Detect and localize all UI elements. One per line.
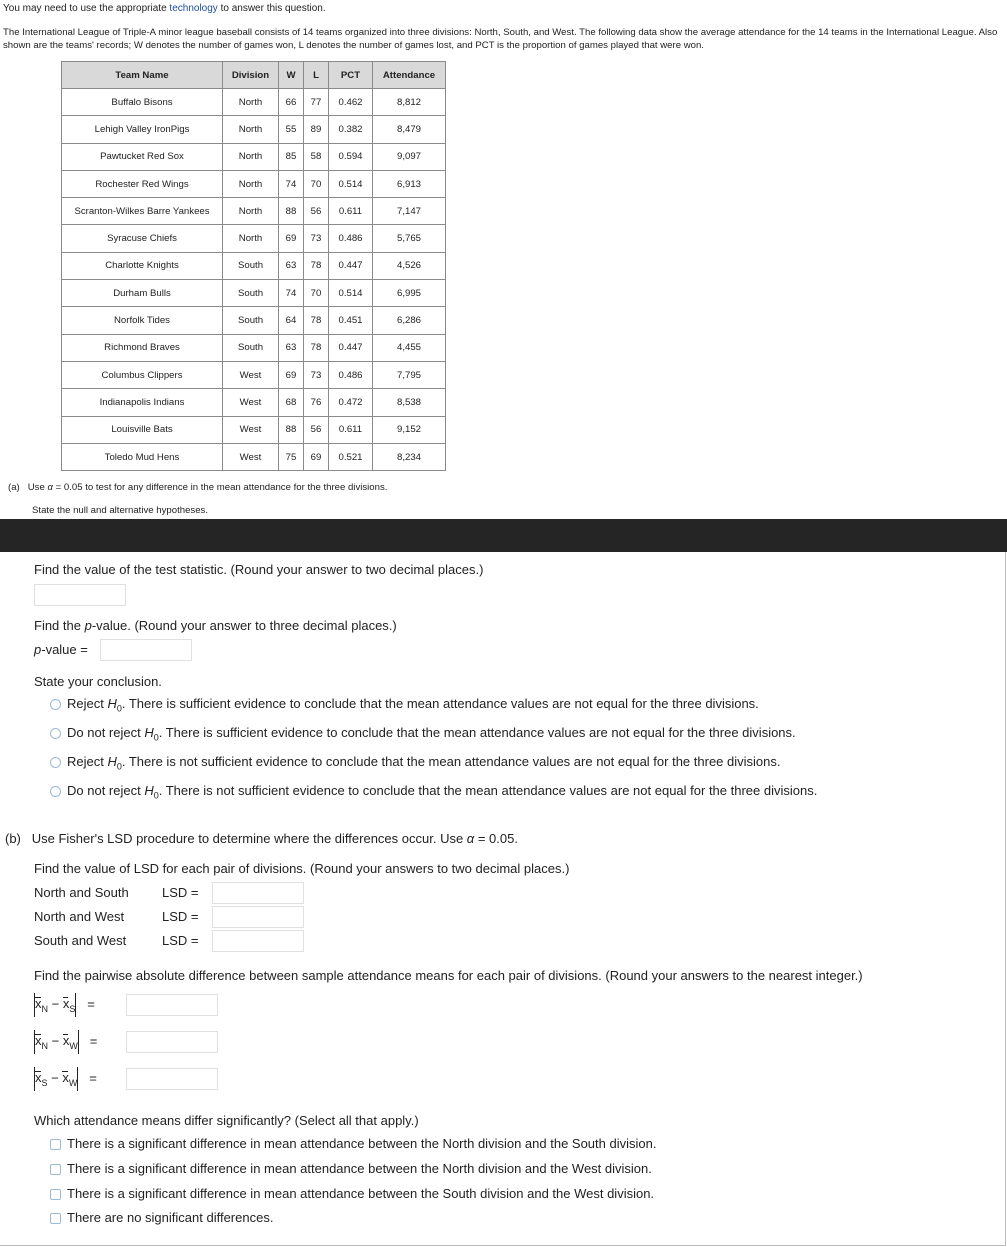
significance-option[interactable]: There is a significant difference in mean attendance between the South division and the West division.: [50, 1186, 654, 1201]
conclusion-option[interactable]: Reject $H_0$. There is sufficient evidence to conclude that the mean attendance values are not equal for the three divisions.: [50, 696, 759, 714]
table-cell: 78: [304, 307, 329, 334]
abs-diff-expression: $x_N - x_W$ =: [34, 1030, 97, 1054]
table-cell: 8,234: [373, 443, 446, 470]
table-cell: 68: [279, 389, 304, 416]
table-cell: 74: [279, 170, 304, 197]
table-cell: 58: [304, 143, 329, 170]
abs-diff-expression: $x_N - x_S$ =: [34, 993, 95, 1017]
table-cell: 89: [304, 116, 329, 143]
table-cell: 0.447: [329, 252, 373, 279]
abs-bar: [78, 1030, 79, 1054]
table-cell: 0.486: [329, 225, 373, 252]
part-b-prompt: (b) Use Fisher's LSD procedure to determine where the differences occur. Use α = 0.05.: [5, 831, 518, 846]
pvalue-input[interactable]: [100, 639, 192, 661]
radio-button[interactable]: [50, 699, 61, 710]
table-cell: 9,152: [373, 416, 446, 443]
table-cell: Pawtucket Red Sox: [62, 143, 223, 170]
lsd-label: LSD =: [162, 933, 199, 948]
table-cell: 76: [304, 389, 329, 416]
abs-diff-input[interactable]: [126, 994, 218, 1016]
table-cell: Toledo Mud Hens: [62, 443, 223, 470]
table-cell: 85: [279, 143, 304, 170]
technology-notice: You may need to use the appropriate technology to answer this question.: [3, 3, 326, 14]
table-cell: South: [223, 280, 279, 307]
table-row: [62, 389, 446, 416]
table-cell: 56: [304, 416, 329, 443]
table-cell: West: [223, 361, 279, 388]
radio-button[interactable]: [50, 757, 61, 768]
table-cell: North: [223, 143, 279, 170]
checkbox[interactable]: [50, 1213, 61, 1224]
table-cell: South: [223, 252, 279, 279]
table-cell: Syracuse Chiefs: [62, 225, 223, 252]
table-cell: North: [223, 89, 279, 116]
table-cell: 0.594: [329, 143, 373, 170]
table-cell: South: [223, 307, 279, 334]
radio-button[interactable]: [50, 728, 61, 739]
table-cell: Charlotte Knights: [62, 252, 223, 279]
conclusion-option[interactable]: Do not reject $H_0$. There is not sufficient evidence to conclude that the mean attendance values are not equal for the three divisions.: [50, 783, 817, 801]
col-w: W: [279, 62, 304, 89]
lsd-input[interactable]: [212, 930, 304, 952]
table-cell: 75: [279, 443, 304, 470]
table-cell: 78: [304, 334, 329, 361]
col-team-name: Team Name: [62, 62, 223, 89]
lsd-input[interactable]: [212, 906, 304, 928]
table-cell: 9,097: [373, 143, 446, 170]
table-cell: Louisville Bats: [62, 416, 223, 443]
lsd-pair-label: South and West: [34, 933, 127, 948]
significance-option[interactable]: There are no significant differences.: [50, 1210, 273, 1225]
abs-diff-input[interactable]: [126, 1031, 218, 1053]
table-cell: 88: [279, 416, 304, 443]
part-a-prompt: (a) Use α = 0.05 to test for any difference in the mean attendance for the three divisions.: [8, 482, 388, 493]
table-cell: 5,765: [373, 225, 446, 252]
hypotheses-prompt: State the null and alternative hypotheses.: [32, 505, 209, 516]
checkbox[interactable]: [50, 1139, 61, 1150]
table-cell: 69: [304, 443, 329, 470]
table-cell: 64: [279, 307, 304, 334]
pvalue-prompt: Find the p-value. (Round your answer to three decimal places.): [34, 618, 397, 633]
table-cell: 6,286: [373, 307, 446, 334]
which-prompt: Which attendance means differ significantly? (Select all that apply.): [34, 1113, 419, 1128]
conclusion-prompt: State your conclusion.: [34, 674, 162, 689]
table-cell: West: [223, 389, 279, 416]
table-cell: Columbus Clippers: [62, 361, 223, 388]
answer-panel: [0, 552, 1006, 1246]
table-cell: 6,995: [373, 280, 446, 307]
abs-diff-expression: $x_S - x_W$ =: [34, 1067, 97, 1091]
table-cell: 88: [279, 198, 304, 225]
table-cell: 8,538: [373, 389, 446, 416]
table-cell: West: [223, 443, 279, 470]
table-cell: 4,455: [373, 334, 446, 361]
table-row: [62, 225, 446, 252]
table-cell: 74: [279, 280, 304, 307]
col-pct: PCT: [329, 62, 373, 89]
diff-prompt: Find the pairwise absolute difference between sample attendance means for each pair of divisions. (Round your answers to the nearest integer.): [34, 968, 863, 983]
table-row: [62, 334, 446, 361]
table-cell: 73: [304, 361, 329, 388]
table-row: [62, 198, 446, 225]
abs-bar: [77, 1067, 78, 1091]
lsd-pair-label: North and South: [34, 885, 129, 900]
significance-option[interactable]: There is a significant difference in mean attendance between the North division and the South division.: [50, 1136, 656, 1151]
table-cell: 0.447: [329, 334, 373, 361]
table-cell: 0.472: [329, 389, 373, 416]
table-cell: 69: [279, 225, 304, 252]
attendance-table: [61, 61, 446, 471]
table-row: [62, 307, 446, 334]
test-stat-input[interactable]: [34, 584, 126, 606]
table-row: [62, 89, 446, 116]
table-row: [62, 252, 446, 279]
conclusion-option[interactable]: Reject $H_0$. There is not sufficient evidence to conclude that the mean attendance values are not equal for the three divisions.: [50, 754, 780, 772]
table-cell: Richmond Braves: [62, 334, 223, 361]
table-cell: Rochester Red Wings: [62, 170, 223, 197]
table-cell: South: [223, 334, 279, 361]
table-cell: 63: [279, 252, 304, 279]
lsd-pair-label: North and West: [34, 909, 125, 924]
col-attendance: Attendance: [373, 62, 446, 89]
conclusion-option[interactable]: Do not reject $H_0$. There is sufficient evidence to conclude that the mean attendance values are not equal for the three divisions.: [50, 725, 796, 743]
table-cell: 0.462: [329, 89, 373, 116]
problem-intro: The International League of Triple-A minor league baseball consists of 14 teams organized into three divisions: North, South, and West. The following data show the average attendance for the 14 teams in the International League. Also shown are the teams' records; W denotes the number of games won, L denotes the number of games lost, and PCT is the proportion of games played that were won.: [3, 27, 998, 52]
lsd-label: LSD =: [162, 885, 199, 900]
table-cell: 77: [304, 89, 329, 116]
significance-option[interactable]: There is a significant difference in mean attendance between the North division and the West division.: [50, 1161, 652, 1176]
table-cell: 0.514: [329, 170, 373, 197]
table-cell: 56: [304, 198, 329, 225]
table-cell: North: [223, 116, 279, 143]
table-cell: North: [223, 198, 279, 225]
table-cell: North: [223, 170, 279, 197]
table-row: [62, 116, 446, 143]
table-cell: 78: [304, 252, 329, 279]
table-cell: 0.486: [329, 361, 373, 388]
question-header: [0, 0, 1007, 518]
table-row: [62, 443, 446, 470]
table-cell: 55: [279, 116, 304, 143]
table-cell: 0.514: [329, 280, 373, 307]
table-cell: 7,147: [373, 198, 446, 225]
table-row: [62, 361, 446, 388]
table-cell: Lehigh Valley IronPigs: [62, 116, 223, 143]
lsd-input[interactable]: [212, 882, 304, 904]
table-row: [62, 143, 446, 170]
table-cell: West: [223, 416, 279, 443]
lsd-label: LSD =: [162, 909, 199, 924]
abs-bar: [75, 993, 76, 1017]
table-cell: 0.451: [329, 307, 373, 334]
table-row: [62, 170, 446, 197]
table-cell: Buffalo Bisons: [62, 89, 223, 116]
col-l: L: [304, 62, 329, 89]
table-header-row: [62, 62, 446, 89]
lsd-prompt: Find the value of LSD for each pair of divisions. (Round your answers to two decimal places.): [34, 861, 570, 876]
pvalue-label: p-value =: [34, 642, 88, 657]
table-cell: Durham Bulls: [62, 280, 223, 307]
table-cell: Indianapolis Indians: [62, 389, 223, 416]
table-cell: 73: [304, 225, 329, 252]
table-cell: 0.611: [329, 198, 373, 225]
table-cell: 69: [279, 361, 304, 388]
table-cell: 0.611: [329, 416, 373, 443]
table-cell: 8,479: [373, 116, 446, 143]
table-cell: 8,812: [373, 89, 446, 116]
table-cell: 70: [304, 280, 329, 307]
technology-link[interactable]: technology: [169, 3, 218, 14]
table-cell: 7,795: [373, 361, 446, 388]
table-row: [62, 280, 446, 307]
table-cell: 0.382: [329, 116, 373, 143]
test-stat-prompt: Find the value of the test statistic. (Round your answer to two decimal places.): [34, 562, 484, 577]
table-cell: North: [223, 225, 279, 252]
table-cell: 66: [279, 89, 304, 116]
hypotheses-answer-area: [0, 519, 1007, 552]
col-division: Division: [223, 62, 279, 89]
table-cell: 6,913: [373, 170, 446, 197]
table-cell: 63: [279, 334, 304, 361]
checkbox[interactable]: [50, 1189, 61, 1200]
radio-button[interactable]: [50, 786, 61, 797]
checkbox[interactable]: [50, 1164, 61, 1175]
abs-diff-input[interactable]: [126, 1068, 218, 1090]
table-cell: Norfolk Tides: [62, 307, 223, 334]
table-cell: 4,526: [373, 252, 446, 279]
table-cell: Scranton-Wilkes Barre Yankees: [62, 198, 223, 225]
table-cell: 70: [304, 170, 329, 197]
table-row: [62, 416, 446, 443]
table-cell: 0.521: [329, 443, 373, 470]
